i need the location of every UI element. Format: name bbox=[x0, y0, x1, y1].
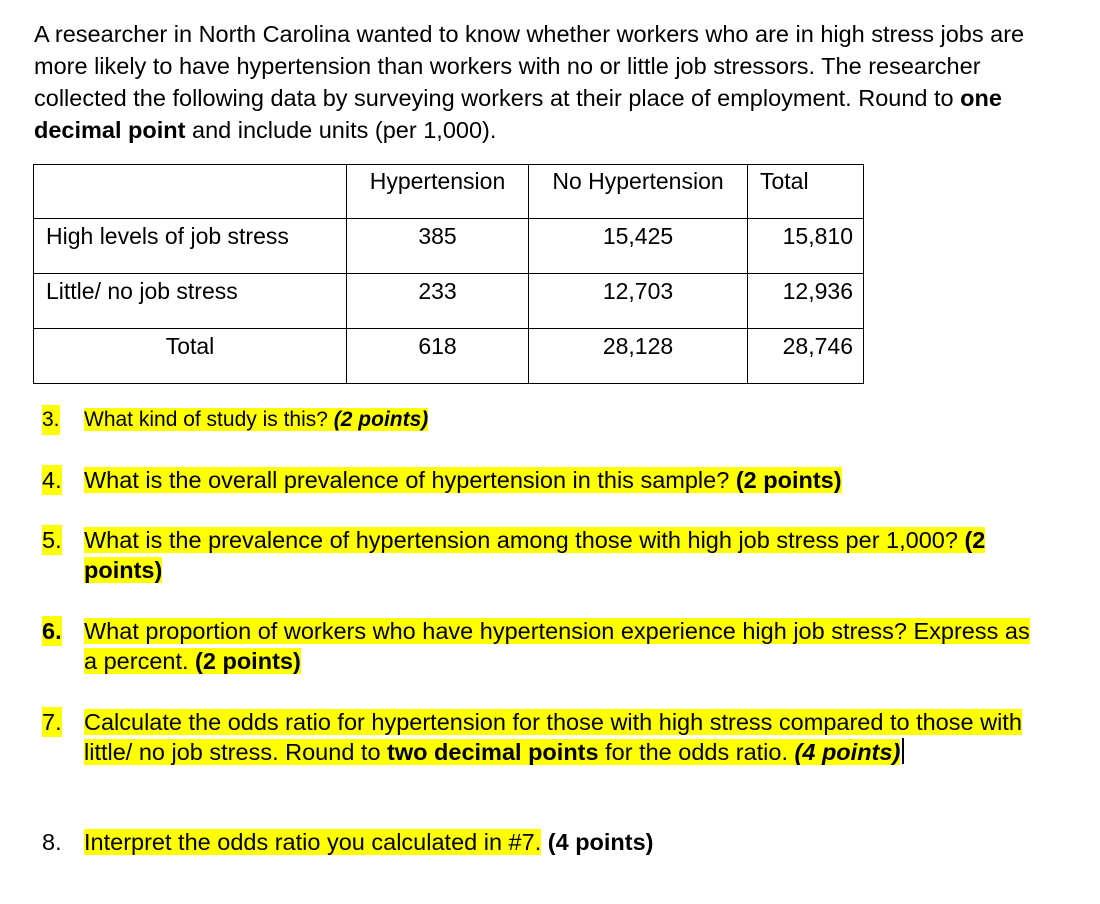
table-header-row bbox=[34, 165, 864, 219]
question-points: (2 points) bbox=[333, 408, 429, 431]
text-cursor bbox=[902, 738, 904, 764]
question-text: What proportion of workers who have hypertension experience high job stress? Express as a percent. bbox=[84, 618, 1030, 674]
question-points: (2 points) bbox=[195, 648, 301, 674]
cell-total bbox=[748, 329, 864, 384]
question-number: 3. bbox=[42, 405, 60, 435]
cell-total bbox=[748, 274, 864, 329]
intro-paragraph bbox=[34, 18, 1074, 146]
table-row bbox=[34, 274, 864, 329]
question-bold: two decimal points bbox=[387, 739, 599, 765]
question-7 bbox=[42, 707, 1042, 767]
question-points: (4 points) bbox=[794, 739, 901, 765]
row-label: Total bbox=[34, 329, 347, 384]
question-4 bbox=[42, 465, 1042, 495]
cell-hypertension: 233 bbox=[347, 274, 529, 329]
header-empty bbox=[34, 165, 347, 219]
question-number: 4. bbox=[42, 467, 62, 493]
intro-text: A researcher in North Carolina wanted to know whether workers who are in high stress jobs are more likely to have hypertension than workers with no or little job stressors. The researcher collected the following data by surveying workers at their place of employment. Round to bbox=[34, 21, 1025, 111]
cell-no-hypertension: 15,425 bbox=[529, 219, 748, 274]
intro-tail: and include units (per 1,000). bbox=[185, 117, 497, 143]
question-text: Calculate the odds ratio for hypertension for those with high stress compared to those with little/ no job stress. Round to bbox=[84, 709, 1022, 765]
row-label: High levels of job stress bbox=[34, 219, 347, 274]
data-table bbox=[33, 164, 864, 384]
question-number: 5. bbox=[42, 527, 62, 553]
cell-no-hypertension: 28,128 bbox=[529, 329, 748, 384]
cell-hypertension: 385 bbox=[347, 219, 529, 274]
question-3 bbox=[42, 405, 1042, 435]
cell-total bbox=[748, 219, 864, 274]
intro-bold: one decimal point bbox=[34, 85, 1002, 143]
header-total: Total bbox=[748, 165, 864, 219]
question-text: Interpret the odds ratio you calculated in #7. bbox=[84, 829, 542, 855]
question-points: (4 points) bbox=[541, 829, 654, 855]
row-label: Little/ no job stress bbox=[34, 274, 347, 329]
question-text: What is the overall prevalence of hypertension in this sample? bbox=[84, 467, 736, 493]
question-text-tail: for the odds ratio. bbox=[598, 739, 795, 765]
question-6 bbox=[42, 616, 1042, 676]
question-text: What kind of study is this? bbox=[84, 408, 334, 431]
cell-total-value: 28,746 bbox=[782, 333, 853, 359]
question-number: 6. bbox=[42, 618, 62, 644]
question-points: (2 points) bbox=[735, 467, 842, 493]
header-hypertension: Hypertension bbox=[347, 165, 529, 219]
question-text: What is the prevalence of hypertension among those with high job stress per 1,000? bbox=[84, 527, 965, 553]
question-5 bbox=[42, 525, 1042, 585]
question-points: (2 points) bbox=[84, 527, 986, 583]
cell-hypertension: 618 bbox=[347, 329, 529, 384]
cell-total-value: 15,810 bbox=[782, 223, 853, 249]
question-number: 7. bbox=[42, 709, 62, 735]
header-no-hypertension: No Hypertension bbox=[529, 165, 748, 219]
table-row bbox=[34, 219, 864, 274]
cell-total-value: 12,936 bbox=[782, 278, 853, 304]
table-row bbox=[34, 329, 864, 384]
cell-no-hypertension: 12,703 bbox=[529, 274, 748, 329]
question-8 bbox=[42, 827, 1042, 857]
question-number: 8. bbox=[42, 829, 62, 855]
